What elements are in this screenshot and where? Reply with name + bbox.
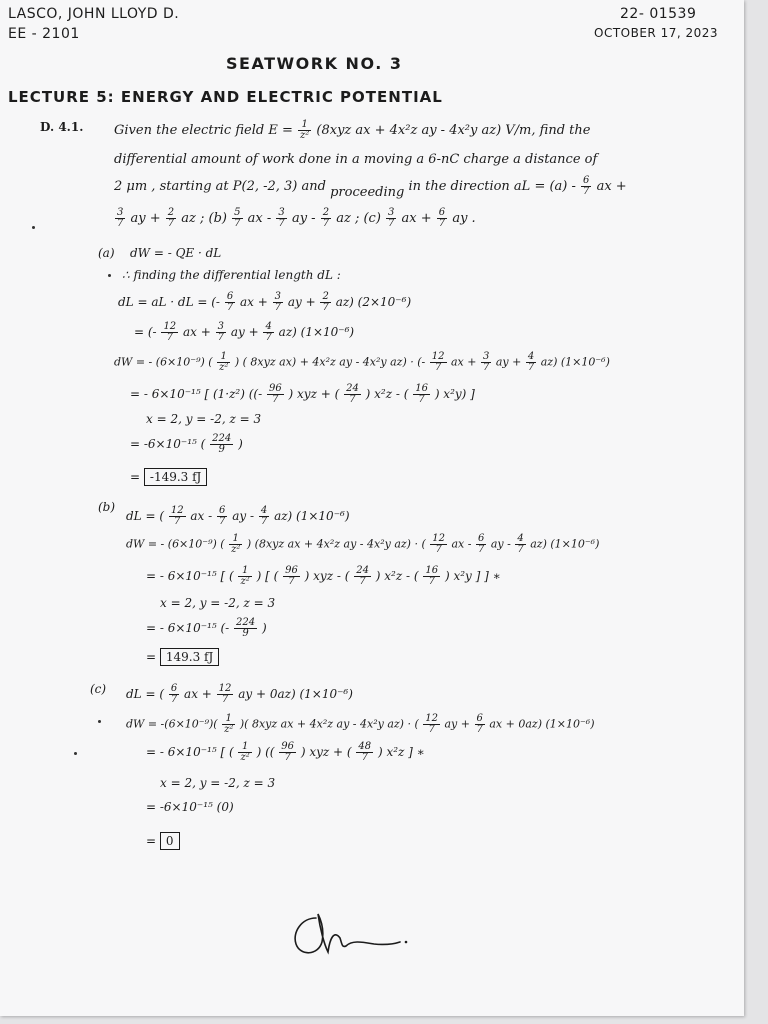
fraction: $\frac{6}{7}$ bbox=[477, 533, 485, 555]
part-a-answer-row bbox=[130, 470, 207, 484]
work-text: az) (2×10⁻⁶) bbox=[335, 295, 412, 309]
fraction: $\frac{1}{\text{z²}}$ bbox=[224, 713, 234, 735]
fraction: $\frac{3}{7}$ bbox=[274, 291, 282, 313]
part-b-line-2 bbox=[126, 534, 599, 555]
signature-image bbox=[288, 908, 418, 968]
problem-text: (8xyz ax + 4x²z ay - 4x²y az) V/m, find the bbox=[316, 123, 591, 138]
work-text: ay + bbox=[287, 295, 316, 309]
fraction: $\frac{3}{7}$ bbox=[217, 321, 224, 343]
work-text: = -6×10⁻¹⁵ ( bbox=[130, 437, 206, 451]
problem-text: ay - bbox=[291, 211, 316, 226]
work-text: ) x²y ] ] ∗ bbox=[444, 569, 501, 583]
problem-text: proceeding bbox=[330, 185, 405, 200]
problem-text: ax - bbox=[247, 211, 272, 226]
work-text: ax + bbox=[184, 687, 212, 701]
fraction: $\frac{4}{7}$ bbox=[517, 533, 524, 555]
fraction: $\frac{6}{7}$ bbox=[583, 175, 590, 197]
work-text: ay - bbox=[232, 509, 255, 523]
work-text: ax - bbox=[190, 509, 213, 523]
part-c-answer: 0 bbox=[160, 832, 180, 850]
work-text: ax + bbox=[451, 355, 477, 369]
equals-sign: = bbox=[146, 834, 157, 848]
work-text: ax - bbox=[451, 537, 472, 551]
work-text: dW = -(6×10⁻⁹)( bbox=[126, 717, 218, 731]
part-a-line-3 bbox=[118, 292, 411, 313]
work-text: = (- bbox=[134, 325, 157, 339]
part-a-line-8 bbox=[130, 434, 243, 455]
work-text: ay - bbox=[490, 537, 511, 551]
fraction: $\frac{16}{7}$ bbox=[425, 565, 439, 587]
work-text: ) x²z - ( bbox=[365, 387, 409, 401]
fraction: $\frac{1}{\text{z²}}$ bbox=[231, 533, 241, 555]
work-text: ) x²z - ( bbox=[375, 569, 419, 583]
work-text: dL = ( bbox=[126, 509, 165, 523]
problem-text: az ; (b) bbox=[181, 211, 228, 226]
work-text: dL = ( bbox=[126, 687, 165, 701]
part-a-label: (a) bbox=[98, 246, 115, 260]
work-text: ) xyz + ( bbox=[288, 387, 340, 401]
fraction: $\frac{3}{7}$ bbox=[388, 207, 395, 229]
problem-text: in the direction aL = (a) - bbox=[408, 179, 576, 194]
problem-text: ax + bbox=[596, 179, 627, 194]
part-b-line-4: x = 2, y = -2, z = 3 bbox=[160, 596, 276, 610]
fraction: $\frac{6}{7}$ bbox=[170, 683, 178, 705]
equals-sign: = bbox=[130, 470, 141, 484]
work-text: )( 8xyz ax + 4x²z ay - 4x²y az) · ( bbox=[239, 717, 419, 731]
part-b-line-3 bbox=[146, 566, 501, 587]
fraction: $\frac{4}{7}$ bbox=[265, 321, 272, 343]
problem-text: ay + bbox=[130, 211, 161, 226]
work-text: ay + bbox=[444, 717, 470, 731]
fraction: $\frac{6}{7}$ bbox=[219, 505, 226, 527]
problem-text: ay . bbox=[452, 211, 476, 226]
fraction: $\frac{4}{7}$ bbox=[527, 351, 535, 373]
part-b-answer: 149.3 fJ bbox=[160, 648, 219, 666]
fraction: $\frac{3}{7}$ bbox=[117, 207, 124, 229]
fraction: $\frac{6}{7}$ bbox=[226, 291, 234, 313]
work-text: ) (8xyz ax + 4x²z ay - 4x²y az) · ( bbox=[246, 537, 426, 551]
part-c-label: (c) bbox=[90, 682, 107, 696]
fraction: $\frac{96}{7}$ bbox=[285, 565, 298, 587]
work-text: = - 6×10⁻¹⁵ [ ( bbox=[146, 569, 234, 583]
fraction: $\frac{224}{9}$ bbox=[212, 433, 232, 455]
fraction: $\frac{224}{9}$ bbox=[236, 617, 256, 639]
part-a-line-6 bbox=[130, 384, 475, 405]
part-a-line-7: x = 2, y = -2, z = 3 bbox=[146, 412, 262, 426]
problem-line-2: differential amount of work done in a moving a 6-nC charge a distance of bbox=[114, 152, 598, 167]
fraction: $\frac{2}{7}$ bbox=[322, 291, 329, 313]
work-text: ay + bbox=[230, 325, 259, 339]
work-text: = - 6×10⁻¹⁵ [ (1·z²) ((- bbox=[130, 387, 263, 401]
equals-sign: = bbox=[146, 650, 157, 664]
problem-text: az ; (c) bbox=[336, 211, 381, 226]
work-text: ay + bbox=[495, 355, 522, 369]
part-a-line-1: dW = - QE · dL bbox=[130, 246, 222, 260]
pen-dot bbox=[108, 274, 111, 277]
part-a-line-4 bbox=[134, 322, 354, 343]
part-c-line-3 bbox=[146, 742, 425, 763]
work-text: az) (1×10⁻⁶) bbox=[278, 325, 355, 339]
fraction: $\frac{12}{7}$ bbox=[425, 713, 438, 735]
fraction: $\frac{1}{\text{z²}}$ bbox=[240, 741, 250, 763]
work-text: dL = aL · dL = (- bbox=[118, 295, 220, 309]
pen-dot bbox=[98, 720, 101, 723]
fraction: $\frac{6}{7}$ bbox=[438, 207, 446, 229]
pen-dot bbox=[32, 226, 35, 229]
work-text: ) bbox=[261, 621, 267, 635]
fraction: $\frac{4}{7}$ bbox=[260, 505, 268, 527]
part-b-answer-row bbox=[146, 650, 219, 664]
page-title: SEATWORK NO. 3 bbox=[226, 54, 403, 73]
lecture-heading: LECTURE 5: ENERGY AND ELECTRIC POTENTIAL bbox=[8, 88, 443, 106]
work-text: ) (( bbox=[256, 745, 275, 759]
fraction: $\frac{1}{\text{z²}}$ bbox=[219, 351, 229, 373]
part-b-label: (b) bbox=[98, 500, 116, 514]
fraction: $\frac{96}{7}$ bbox=[281, 741, 295, 763]
problem-label: D. 4.1. bbox=[40, 120, 84, 134]
fraction: $\frac{2}{7}$ bbox=[322, 207, 330, 229]
part-c-line-2 bbox=[126, 714, 595, 735]
pen-dot bbox=[74, 752, 77, 755]
fraction: $\frac{12}{7}$ bbox=[170, 505, 184, 527]
part-c-answer-row bbox=[146, 834, 180, 848]
fraction: $\frac{1}{\text{z²}}$ bbox=[299, 119, 310, 141]
work-text: ) xyz + ( bbox=[300, 745, 352, 759]
fraction: $\frac{3}{7}$ bbox=[278, 207, 285, 229]
fraction: $\frac{6}{7}$ bbox=[476, 713, 483, 735]
fraction: $\frac{24}{7}$ bbox=[346, 383, 359, 405]
work-text: ) [ ( bbox=[256, 569, 279, 583]
part-b-line-5 bbox=[146, 618, 267, 639]
fraction: $\frac{1}{\text{z²}}$ bbox=[240, 565, 250, 587]
part-c-line-4: x = 2, y = -2, z = 3 bbox=[160, 776, 276, 790]
fraction: $\frac{3}{7}$ bbox=[482, 351, 490, 373]
work-text: ) x²z ] ∗ bbox=[377, 745, 425, 759]
fraction: $\frac{12}{7}$ bbox=[218, 683, 232, 705]
part-a-line-2: ∴ finding the differential length dL : bbox=[122, 268, 341, 282]
fraction: $\frac{48}{7}$ bbox=[358, 741, 372, 763]
student-name: LASCO, JOHN LLOYD D. bbox=[8, 6, 180, 22]
problem-line-1 bbox=[114, 120, 590, 141]
work-text: ax + bbox=[240, 295, 268, 309]
work-text: ay + 0az) (1×10⁻⁶) bbox=[238, 687, 353, 701]
fraction: $\frac{24}{7}$ bbox=[356, 565, 369, 587]
work-text: ax + 0az) (1×10⁻⁶) bbox=[489, 717, 595, 731]
work-text: az) (1×10⁻⁶) bbox=[530, 537, 600, 551]
fraction: $\frac{16}{7}$ bbox=[415, 383, 428, 405]
work-text: = - 6×10⁻¹⁵ [ ( bbox=[146, 745, 234, 759]
work-text: = - 6×10⁻¹⁵ (- bbox=[146, 621, 230, 635]
student-id: 22- 01539 bbox=[620, 6, 697, 22]
work-text: ax + bbox=[183, 325, 211, 339]
work-text: dW = - (6×10⁻⁹) ( bbox=[126, 537, 225, 551]
course-code: EE - 2101 bbox=[8, 26, 80, 42]
part-b-line-1 bbox=[126, 506, 350, 527]
work-text: ) xyz - ( bbox=[304, 569, 350, 583]
fraction: $\frac{2}{7}$ bbox=[167, 207, 175, 229]
work-text: az) (1×10⁻⁶) bbox=[274, 509, 350, 523]
problem-line-3 bbox=[114, 175, 627, 200]
problem-text: Given the electric field E = bbox=[114, 123, 293, 138]
problem-text: 2 μm , starting at P(2, -2, 3) and bbox=[114, 179, 326, 194]
fraction: $\frac{12}{7}$ bbox=[431, 351, 445, 373]
fraction: $\frac{5}{7}$ bbox=[234, 207, 241, 229]
part-c-line-1 bbox=[126, 684, 353, 705]
work-text: dW = - (6×10⁻⁹) ( bbox=[114, 355, 213, 369]
work-text: az) (1×10⁻⁶) bbox=[540, 355, 610, 369]
part-c-line-5: = -6×10⁻¹⁵ (0) bbox=[146, 800, 234, 814]
part-a-answer: -149.3 fJ bbox=[144, 468, 207, 486]
fraction: $\frac{96}{7}$ bbox=[268, 383, 282, 405]
work-text: ) ( 8xyz ax) + 4x²z ay - 4x²y az) · (- bbox=[234, 355, 426, 369]
work-text: ) bbox=[238, 437, 243, 451]
part-a-line-5 bbox=[114, 352, 610, 373]
problem-text: ax + bbox=[401, 211, 432, 226]
problem-line-4 bbox=[114, 208, 476, 229]
submission-date: OCTOBER 17, 2023 bbox=[594, 26, 719, 40]
fraction: $\frac{12}{7}$ bbox=[432, 533, 445, 555]
fraction: $\frac{12}{7}$ bbox=[163, 321, 177, 343]
work-text: ) x²y) ] bbox=[434, 387, 475, 401]
